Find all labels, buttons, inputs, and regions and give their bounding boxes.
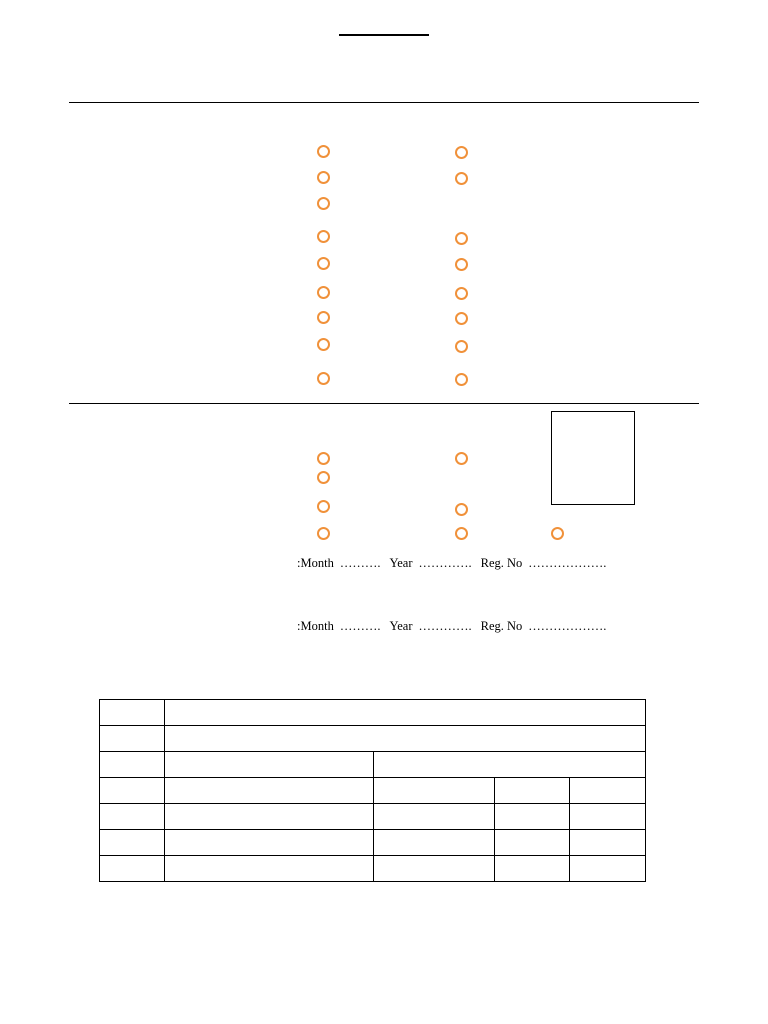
table-cell[interactable] (495, 856, 570, 882)
table-row (100, 700, 646, 726)
radio-option[interactable] (317, 311, 330, 324)
radio-option[interactable] (455, 172, 468, 185)
table-cell[interactable] (165, 726, 646, 752)
table-cell[interactable] (165, 752, 374, 778)
radio-option[interactable] (455, 232, 468, 245)
table-cell[interactable] (374, 830, 495, 856)
year-label: Year (389, 619, 413, 633)
table-cell[interactable] (570, 830, 646, 856)
detail-prefix: : (297, 619, 301, 633)
radio-option[interactable] (455, 340, 468, 353)
radio-option[interactable] (455, 146, 468, 159)
table-cell[interactable] (165, 804, 374, 830)
form-title-underline (339, 34, 429, 36)
table-cell[interactable] (374, 778, 495, 804)
table-cell[interactable] (100, 856, 165, 882)
photo-box (551, 411, 635, 505)
table-cell[interactable] (165, 830, 374, 856)
radio-option[interactable] (455, 527, 468, 540)
month-label: Month (300, 619, 334, 633)
section-divider-1 (69, 102, 699, 103)
table-cell[interactable] (374, 804, 495, 830)
table-cell[interactable] (495, 830, 570, 856)
radio-option[interactable] (317, 197, 330, 210)
table-cell[interactable] (165, 700, 646, 726)
year-blank[interactable]: …………. (418, 619, 472, 633)
table-cell[interactable] (495, 778, 570, 804)
table-cell[interactable] (570, 804, 646, 830)
month-blank[interactable]: ………. (339, 556, 381, 570)
table-cell[interactable] (374, 856, 495, 882)
table-row (100, 778, 646, 804)
table-cell[interactable] (100, 804, 165, 830)
table-cell[interactable] (100, 752, 165, 778)
radio-option[interactable] (455, 312, 468, 325)
radio-option[interactable] (317, 471, 330, 484)
table-cell[interactable] (165, 856, 374, 882)
table-cell[interactable] (100, 700, 165, 726)
section-divider-2 (69, 403, 699, 404)
radio-option[interactable] (551, 527, 564, 540)
radio-option[interactable] (455, 287, 468, 300)
radio-option[interactable] (317, 286, 330, 299)
month-blank[interactable]: ………. (339, 619, 381, 633)
exam-detail-line-1 (297, 555, 606, 571)
table-cell[interactable] (100, 830, 165, 856)
table-cell[interactable] (100, 726, 165, 752)
reg-no-blank[interactable]: ………………. (528, 619, 607, 633)
radio-option[interactable] (317, 257, 330, 270)
radio-option[interactable] (455, 373, 468, 386)
radio-option[interactable] (317, 372, 330, 385)
reg-no-label: Reg. No (480, 556, 523, 570)
radio-option[interactable] (455, 258, 468, 271)
reg-no-label: Reg. No (480, 619, 523, 633)
radio-option[interactable] (317, 230, 330, 243)
table-cell[interactable] (570, 778, 646, 804)
radio-option[interactable] (317, 500, 330, 513)
table-cell[interactable] (100, 778, 165, 804)
detail-prefix: : (297, 556, 301, 570)
radio-option[interactable] (317, 145, 330, 158)
table-cell[interactable] (374, 752, 646, 778)
table-row (100, 856, 646, 882)
table-row (100, 726, 646, 752)
table-row (100, 830, 646, 856)
radio-option[interactable] (455, 452, 468, 465)
radio-option[interactable] (317, 452, 330, 465)
year-blank[interactable]: …………. (418, 556, 472, 570)
radio-option[interactable] (455, 503, 468, 516)
marks-table (99, 699, 646, 882)
month-label: Month (300, 556, 334, 570)
radio-option[interactable] (317, 338, 330, 351)
table-cell[interactable] (570, 856, 646, 882)
table-cell[interactable] (495, 804, 570, 830)
radio-option[interactable] (317, 171, 330, 184)
reg-no-blank[interactable]: ………………. (528, 556, 607, 570)
table-row (100, 752, 646, 778)
radio-option[interactable] (317, 527, 330, 540)
exam-detail-line-2 (297, 618, 606, 634)
year-label: Year (389, 556, 413, 570)
table-row (100, 804, 646, 830)
table-cell[interactable] (165, 778, 374, 804)
